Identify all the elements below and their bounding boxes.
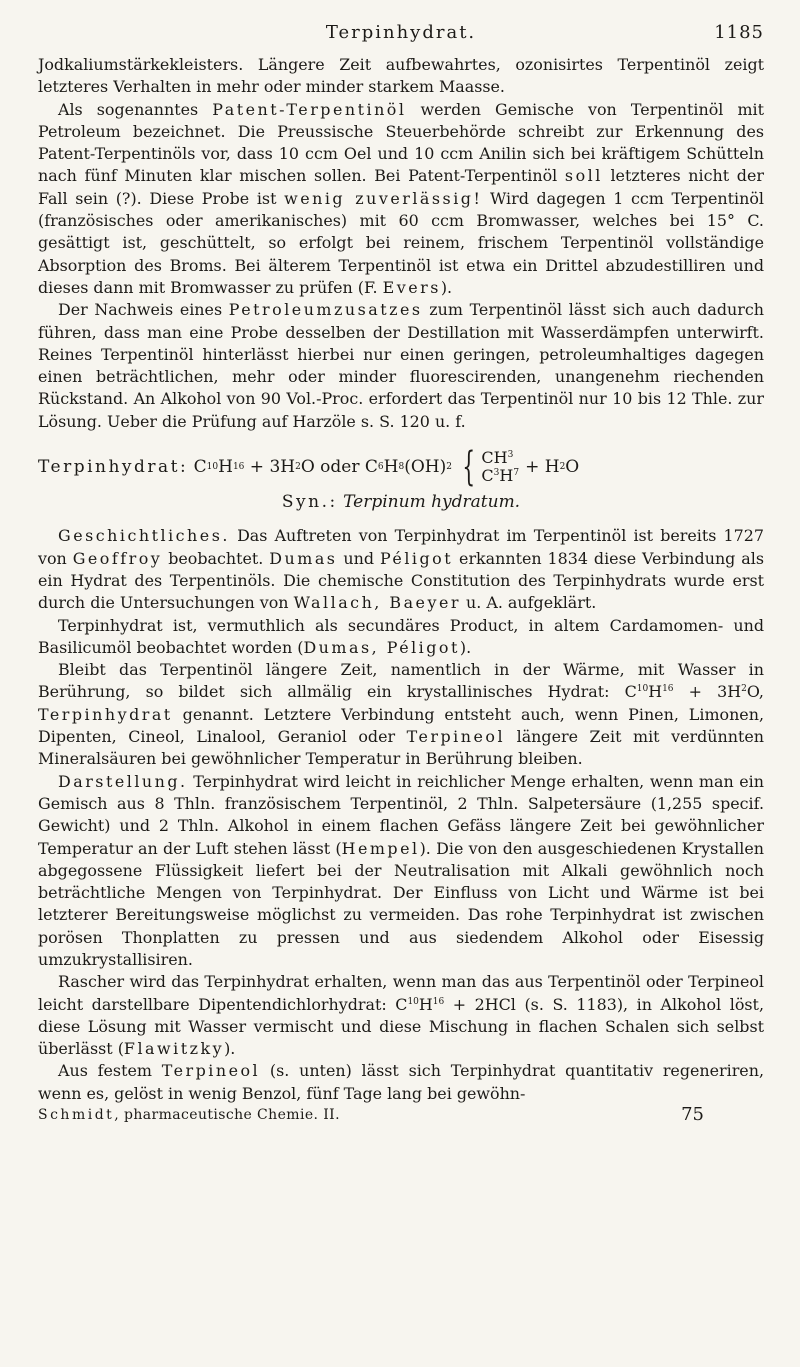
paragraph-geschichtliches: Geschichtliches. Das Auftreten von Terpinhydrat im Terpentinöl ist bereits 1727 von Geoffroy beobachtet. Dumas und Péligot erkannten 1834 diese Verbindung als ein Hydrat des Terpentinöls. Die chemische Constitution des Terpinhydrats wurde erst durch die Untersuchungen von Wallach, Baeyer u. A. aufgeklärt. <box>38 526 764 613</box>
latin-name: Terpinum hydratum. <box>343 492 521 513</box>
warning-text: wenig zuverlässig! <box>284 188 483 208</box>
formula-terpinhydrat: Terpinhydrat: C 10 H 16 + 3H 2 O oder C 6 H 8 (OH) 2 { $CH^3$ $C^3H^7$ + H 2 O <box>38 444 580 491</box>
brace-stack: $CH^3$ $C^3H^7$ <box>481 448 520 486</box>
brace-glyph: { <box>462 444 476 491</box>
section-label-geschichtliches: Geschichtliches. <box>58 526 230 546</box>
paragraph-rascher: Rascher wird das Terpinhydrat erhalten, wenn man das aus Terpentinöl oder Terpineol leicht darstellbare Dipentendichlorhydrat: $C^{10}H^{16} + 2HCl$ (s. S. 1183), in Alkohol löst, diese Lösung mit Wasser vermischt und diese Mischung in flachen Schalen sich selbst überlässt (Flawitzky). <box>38 972 764 1059</box>
footer-source: Schmidt, pharmaceutische Chemie. II. <box>38 1107 340 1124</box>
paragraph-secundaer: Terpinhydrat ist, vermuthlich als secundäres Product, in altem Cardamomen- und Basilicumöl beobachtet worden (Dumas, Péligot). <box>38 615 764 657</box>
formula-brace <box>456 444 520 491</box>
paragraph-darstellung: Darstellung. Terpinhydrat wird leicht in reichlicher Menge erhalten, wenn man ein Gemisch aus 8 Thln. französischem Terpentinöl, 2 Thln. Salpetersäure (1,255 specif. Gewicht) und 2 Thln. Alkohol in einem flachen Gefäss längere Zeit bei gewöhnlicher Temperatur an der Luft stehen lässt (Hempel). Die von den ausgeschiedenen Krystallen abgegossene Flüssigkeit liefert bei der Neutralisation mit Alkali gewöhnlich noch beträchtliche Mengen von Terpinhydrat. Der Einfluss von Licht und Wärme ist bei letzterer Bereitungsweise möglichst zu vermeiden. Das rohe Terpinhydrat ist zwischen porösen Thonplatten zu pressen und aus siedendem Alkohol oder Eisessig umzukrystallisiren. <box>38 771 764 969</box>
synonym-line: Syn.: Terpinum hydratum. <box>281 492 521 513</box>
page-number: 1185 <box>714 22 764 43</box>
body-text <box>38 54 764 1105</box>
section-label-darstellung: Darstellung. <box>58 771 188 791</box>
formula-label: Terpinhydrat: <box>38 456 189 477</box>
term-petroleumzusatz: Petroleumzusatzes <box>228 300 423 320</box>
page-header <box>38 14 764 54</box>
signature-mark: 75 <box>681 1104 704 1126</box>
running-title: Terpinhydrat. <box>325 22 477 43</box>
paragraph-patent-terpentinoel: Als sogenanntes Patent-Terpentinöl werden Gemische von Terpentinöl mit Petroleum bezeichnet. Die Preussische Steuerbehörde schreibt zur Erkennung des Patent-Terpentinöls vor, dass 10 ccm Oel und 10 ccm Anilin sich bei kräftigem Schütteln nach fünf Minuten klar mischen sollen. Bei Patent-Terpentinöl soll letzteres nicht der Fall sein (?). Diese Probe ist wenig zuverlässig! Wird dagegen 1 ccm Terpentinöl (französisches oder amerikanisches) mit 60 ccm Bromwasser, welches bei 15° C. gesättigt ist, geschüttelt, so erfolgt bei reinem, frischem Terpentinöl vollständige Absorption des Broms. Bei älterem Terpentinöl ist etwa ein Drittel abzudestilliren und dieses dann mit Bromwasser zu prüfen (F. Evers). <box>38 99 764 297</box>
paragraph-festem-terpineol: Aus festem Terpineol (s. unten) lässt sich Terpinhydrat quantitativ regeneriren, wenn es, gelöst in wenig Benzol, fünf Tage lang bei gewöhn- <box>38 1061 764 1103</box>
page-footer <box>38 1105 764 1125</box>
paragraph-bleibt: Bleibt das Terpentinöl längere Zeit, namentlich in der Wärme, mit Wasser in Berührung, so bildet sich allmälig ein krystallinisches Hydrat: $C^{10}H^{16} + 3H^2O$, Terpinhydrat genannt. Letztere Verbindung entsteht auch, wenn Pinen, Limonen, Dipenten, Cineol, Linalool, Geraniol oder Terpineol längere Zeit mit verdünnten Mineralsäuren bei gewöhnlicher Temperatur in Berührung bleiben. <box>38 660 764 769</box>
term-patent-terpentinoel: Patent-Terpentinöl <box>212 99 407 119</box>
paragraph-ozonisirt: Jodkaliumstärkekleisters. Längere Zeit aufbewahrtes, ozonisirtes Terpentinöl zeigt letzteres Verhalten in mehr oder minder starkem Maasse. <box>38 55 764 97</box>
paragraph-petroleumzusatz: Der Nachweis eines Petroleumzusatzes zum Terpentinöl lässt sich auch dadurch führen, dass man eine Probe desselben der Destillation mit Wasserdämpfen unterwirft. Reines Terpentinöl hinterlässt hierbei nur einen geringen, petroleumhaltiges dagegen einen beträchtlichen, mehr oder minder fluorescirenden, unangenehm riechenden Rückstand. An Alkohol von 90 Vol.-Proc. erfordert das Terpentinöl nur 10 bis 12 Thle. zur Lösung. Ueber die Prüfung auf Harzöle s. S. 120 u. f. <box>38 300 764 431</box>
author-evers: Evers <box>382 277 441 297</box>
